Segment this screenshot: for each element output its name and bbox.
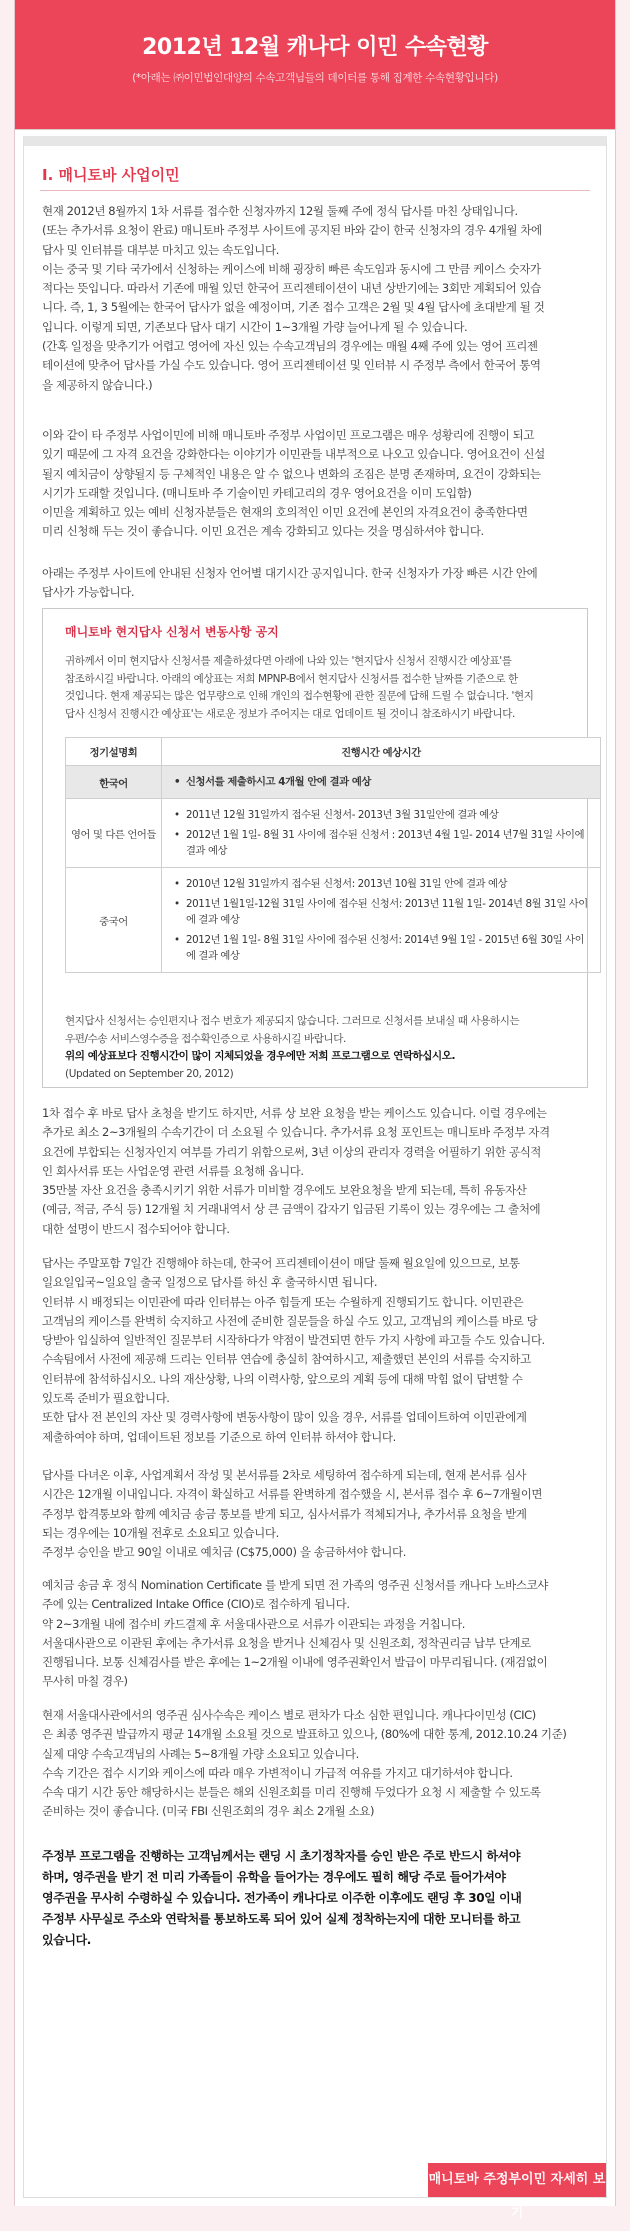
table-row [66, 766, 601, 799]
list-item: • 2011년 12월 31일까지 접수된 신청서- 2013년 3월 31일안에 결과 예상 [174, 807, 590, 823]
list-item: • 2010년 12월 31일까지 접수된 신청서: 2013년 10월 31일 안에 결과 예상 [174, 876, 590, 892]
notice-intro [65, 653, 567, 723]
text-line: 주정부 사무실로 주소와 연락처를 통보하도록 되어 있어 실제 정착하는지에 대한 모니터를 하고 [42, 1912, 521, 1926]
text-line: 을 제공하지 않습니다.) [42, 377, 153, 392]
text-line: 이는 중국 및 기타 국가에서 신청하는 케이스에 비해 굉장히 빠른 속도임과 동시에 그 만큼 케이스 숫자가 [42, 261, 541, 276]
table-cell-wait-time [162, 799, 601, 868]
table-cell-wait-time [162, 868, 601, 973]
text-line: 답사 신청서 진행시간 예상표'는 새로운 정보가 주어지는 대로 업데이트 될 것이니 참조하시기 바랍니다. [65, 707, 515, 720]
table-header-language: 정기설명회 [66, 738, 162, 766]
table-header-wait-time: 진행시간 예상시간 [162, 738, 601, 766]
table-header-row [66, 738, 601, 766]
text-line: 주정부 합격통보와 함께 예치금 송금 통보를 받게 되고, 심사서류가 적체되거나, 추가서류 요청을 받게 [42, 1506, 527, 1521]
section-heading: I. 매니토바 사업이민 [42, 166, 180, 184]
text-line: 이민을 계획하고 있는 예비 신청자분들은 현재의 호의적인 이민 요건에 본인의 자격요건이 충족한다면 [42, 505, 528, 520]
table-cell-wait-time [162, 766, 601, 799]
text-line: 참조하시길 바랍니다. 아래의 예상표는 저희 MPNP-B에서 현지답사 신청서를 접수한 날짜를 기준으로 한 [65, 672, 518, 685]
page [14, 0, 616, 2221]
text-line: 될지 예치금이 상향될지 등 구체적인 내용은 알 수 없으나 변화의 조짐은 분명 존재하며, 요건이 강화되는 [42, 466, 541, 481]
text-line: 제출하여야 하며, 업데이트된 정보를 기준으로 하여 인터뷰 하셔야 합니다. [42, 1429, 396, 1444]
text-line: (예금, 적금, 주식 등) 12개월 치 거래내역서 상 큰 금액이 갑자기 입금된 기록이 있는 경우에는 그 출처에 [42, 1202, 541, 1217]
text-line: 답사는 주말포함 7일간 진행해야 하는데, 한국어 프리젠테이션이 매달 둘째 월요일에 있으므로, 보통 [42, 1256, 520, 1270]
text-line: 있기 때문에 그 자격 요건을 강화한다는 이야기가 이민관들 내부적으로 나오고 있습니다. 영어요건이 신설 [42, 447, 545, 462]
text-line: 실제 대양 수속고객님의 사례는 5~8개월 가량 소요되고 있습니다. [42, 1746, 359, 1761]
text-line: 적다는 뜻입니다. 따라서 기존에 매월 있던 한국어 프리젠테이션이 내년 상반기에는 3회만 계획되어 있습 [42, 281, 542, 296]
table-cell-language: 중국어 [66, 868, 162, 973]
text-line: 수속 대기 시간 동안 해당하시는 분들은 해외 신원조회를 미리 진행해 두었다가 요청 시 제출할 수 있도록 [42, 1785, 541, 1800]
page-subtitle: (*아래는 ㈜이민법인대양의 수속고객님들의 데이터를 통해 집계한 수속현황입니다) [132, 72, 498, 84]
content-panel [23, 136, 607, 2221]
paragraph-status [42, 202, 588, 395]
text-line: 시기가 도래할 것입니다. (매니토바 주 기술이민 카테고리의 경우 영어요건을 이미 도입함) [42, 485, 472, 500]
text-line: 귀하께서 이미 현지답사 신청서를 제출하셨다면 아래에 나와 있는 '현지답사 신청서 진행시간 예상표'를 [65, 655, 512, 667]
text-line: 이와 같이 타 주정부 사업이민에 비해 매니토바 주정부 사업이민 프로그램은 매우 성황리에 진행이 되고 [42, 428, 535, 442]
table-row [66, 868, 601, 973]
text-line: 일요일입국~일요일 출국 일정으로 답사를 하신 후 출국하시면 됩니다. [42, 1275, 378, 1290]
text-line: 준비하는 것이 좋습니다. (미국 FBI 신원조회의 경우 최소 2개월 소요) [42, 1804, 375, 1819]
text-line: 1차 접수 후 바로 답사 초청을 받기도 하지만, 서류 상 보완 요청을 받는 케이스도 있습니다. 이럴 경우에는 [42, 1106, 547, 1120]
table-row [66, 799, 601, 868]
text-line: 대한 설명이 반드시 접수되어야 합니다. [42, 1221, 230, 1236]
text-line: 인터뷰에 참석하십시오. 나의 재산상황, 나의 이력사항, 앞으로의 계획 등에 대해 막힘 없이 답변할 수 [42, 1371, 523, 1386]
text-line: 주정부 승인을 받고 90일 이내로 예치금 (C$75,000) 을 송금하셔야 합니다. [42, 1545, 406, 1560]
paragraph-interview [42, 1254, 588, 1447]
text-line: 답사 및 인터뷰를 대부분 마치고 있는 속도입니다. [42, 242, 279, 257]
text-line: 예치금 송금 후 정식 Nomination Certificate 를 받게 되면 전 가족의 영주권 신청서를 캐나다 노바스코샤 [42, 1578, 548, 1592]
text-line: 무사히 마칠 경우) [42, 1674, 128, 1689]
text-line: 현지답사 신청서는 승인편지나 접수 번호가 제공되지 않습니다. 그러므로 신청서를 보내실 때 사용하시는 [65, 1015, 520, 1027]
list-item: • 2011년 1월1일-12월 31일 사이에 접수된 신청서: 2013년 11월 1일- 2014년 8월 31일 사이에 결과 예상 [174, 896, 590, 928]
list-item: • 2012년 1월 1일- 8월 31 사이에 접수된 신청서 : 2013년 4월 1일- 2014 년7월 31일 사이에 결과 예상 [174, 827, 590, 859]
table-cell-language: 영어 및 다른 언어들 [66, 799, 162, 868]
text-line: 주정부 프로그램을 진행하는 고객님께서는 랜딩 시 초기정착자를 승인 받은 주로 반드시 하셔야 [42, 1849, 521, 1863]
text-line: 수속 기간은 접수 시기와 케이스에 따라 매우 가변적이니 가급적 여유를 가지고 대기하셔야 합니다. [42, 1765, 513, 1780]
wait-time-table [65, 737, 601, 973]
text-line: 은 최종 영주권 발급까지 평균 14개월 소요될 것으로 발표하고 있으나, (80%에 대한 통계, 2012.10.24 기준) [42, 1727, 567, 1742]
text-line: 니다. 즉, 1, 3 5월에는 한국어 답사가 없을 예정이며, 기존 접수 고객은 2월 및 4월 답사에 초대받게 될 것 [42, 300, 545, 315]
list-item: • 2012년 1월 1일- 8월 31일 사이에 접수된 신청서: 2014년 9월 1일 - 2015년 6월 30일 사이에 결과 예상 [174, 932, 590, 964]
text-line: 35만불 자산 요건을 충족시키기 위한 서류가 미비할 경우에도 보완요청을 받게 되는데, 특히 유동자산 [42, 1183, 527, 1198]
paragraph-requirements [42, 426, 588, 542]
page-title: 2012년 12월 캐나다 이민 수속현황 [142, 35, 488, 60]
text-line: 하며, 영주권을 받기 전 미리 가족들이 유학을 들어가는 경우에도 필히 해당 주로 들어가셔야 [42, 1870, 506, 1884]
notice-footer-text [65, 1013, 567, 1048]
text-line: 답사가 가능합니다. [42, 585, 135, 600]
text-line: 요건에 부합되는 신청자인지 여부를 가리기 위함으로써, 3년 이상의 관리자 경력을 어필하기 위한 공식적 [42, 1144, 542, 1159]
text-line: 입니다. 이렇게 되면, 기존보다 답사 대기 시간이 1~3개월 가량 늘어나게 될 수 있습니다. [42, 319, 468, 334]
list-item: • 신청서를 제출하시고 4개월 안에 결과 예상 [174, 774, 590, 790]
text-line: 미리 신청해 두는 것이 좋습니다. 이민 요건은 계속 강화되고 있다는 것을 명심하셔야 합니다. [42, 524, 484, 539]
text-line: 우편/수송 서비스영수증을 접수확인증으로 사용하시길 바랍니다. [65, 1032, 346, 1045]
paragraph-notice-intro [42, 564, 588, 603]
notice-footer-bold: 위의 예상표보다 진행시간이 많이 지체되었을 경우에만 저희 프로그램으로 연락하십시오. [65, 1050, 456, 1062]
text-line: 현재 서울대사관에서의 영주권 심사수속은 케이스 별로 편차가 다소 심한 편입니다. 캐나다이민성 (CIC) [42, 1708, 536, 1722]
paragraph-review [42, 1466, 588, 1562]
notice-footer [65, 1013, 567, 1083]
text-line: 당받아 입실하여 일반적인 질문부터 시작하다가 약점이 발견되면 한두 가지 사항에 파고들 수도 있습니다. [42, 1333, 545, 1348]
text-line: 있습니다. [42, 1933, 91, 1947]
notice-box [42, 608, 588, 1088]
text-line: 것입니다. 현재 제공되는 많은 업무량으로 인해 개인의 접수현황에 관한 질문에 답해 드릴 수 없습니다. '현지 [65, 690, 534, 702]
section-divider [40, 190, 590, 191]
header-banner [15, 0, 615, 130]
text-line: 현재 2012년 8월까지 1차 서류를 접수한 신청자까지 12월 둘째 주에 정식 답사를 마친 상태입니다. [42, 204, 518, 218]
text-line: 약 2~3개월 내에 접수비 카드결제 후 서울대사관으로 서류가 이관되는 과정을 거칩니다. [42, 1616, 465, 1631]
text-line: 또한 답사 전 본인의 자산 및 경력사항에 변동사항이 많이 있을 경우, 서류를 업데이트하여 이민관에게 [42, 1410, 527, 1425]
paragraph-embassy [42, 1706, 588, 1822]
paragraph-landing-notice [42, 1846, 588, 1951]
more-info-button[interactable]: 매니토바 주정부이민 자세히 보기 [428, 2163, 606, 2197]
text-line: 답사를 다녀온 이후, 사업계획서 작성 및 본서류를 2차로 세팅하여 접수하게 되는데, 현재 본서류 심사 [42, 1468, 527, 1482]
text-line: 시간은 12개월 이내입니다. 자격이 확실하고 서류를 완벽하게 접수했을 시, 본서류 접수 후 6~7개월이면 [42, 1487, 543, 1502]
text-line: 인터뷰 시 배정되는 이민관에 따라 인터뷰는 아주 힘들게 또는 수월하게 진행되기도 합니다. 이민관은 [42, 1294, 524, 1309]
text-line: 되는 경우에는 10개월 전후로 소요되고 있습니다. [42, 1525, 279, 1540]
paragraph-nomination [42, 1576, 588, 1692]
text-line: 인 회사서류 또는 사업운영 관련 서류를 요청해 옵니다. [42, 1163, 304, 1178]
text-line: 서울대사관으로 이관된 후에는 추가서류 요청을 받거나 신체검사 및 신원조회, 정착권리금 납부 단계로 [42, 1635, 531, 1650]
text-line: 추가로 최소 2~3개월의 수속기간이 더 소요될 수 있습니다. 추가서류 요청 포인트는 매니토바 주정부 자격 [42, 1125, 550, 1140]
notice-updated: (Updated on September 20, 2012) [65, 1067, 234, 1080]
text-line: 있도록 준비가 필요합니다. [42, 1391, 170, 1406]
text-line: 수속팀에서 사전에 제공해 드리는 인터뷰 연습에 충실히 참여하시고, 제출했던 본인의 서류를 숙지하고 [42, 1352, 531, 1367]
text-line: 영주권을 무사히 수령하실 수 있습니다. 전가족이 캐나다로 이주한 이후에도 랜딩 후 30일 이내 [42, 1891, 522, 1905]
text-line: 테이션에 맞추어 답사를 가실 수도 있습니다. 영어 프리젠테이션 및 인터뷰 시 주정부 측에서 한국어 통역 [42, 358, 541, 373]
text-line: (간혹 일정을 맞추기가 어렵고 영어에 자신 있는 수속고객님의 경우에는 매월 4째 주에 있는 영어 프리젠 [42, 339, 538, 354]
paragraph-supplement [42, 1104, 588, 1239]
text-line: (또는 추가서류 요청이 완료) 매니토바 주정부 사이트에 공지된 바와 같이 한국 신청자의 경우 4개월 차에 [42, 223, 542, 238]
text-line: 고객님의 케이스를 완벽히 숙지하고 사전에 준비한 질문들을 하실 수도 있고, 고객님의 케이스를 바로 당 [42, 1313, 538, 1328]
text-line: 진행됩니다. 보통 신체검사를 받은 후에는 1~2개월 이내에 영주권확인서 발급이 마무리됩니다. (재검없이 [42, 1655, 548, 1670]
text-line: 아래는 주정부 사이트에 안내된 신청자 언어별 대기시간 공지입니다. 한국 신청자가 가장 빠른 시간 안에 [42, 566, 538, 580]
notice-title: 매니토바 현지답사 신청서 변동사항 공지 [65, 625, 279, 639]
text-line: 주에 있는 Centralized Intake Office (CIO)로 접수하게 됩니다. [42, 1597, 350, 1612]
table-cell-language: 한국어 [66, 766, 162, 799]
